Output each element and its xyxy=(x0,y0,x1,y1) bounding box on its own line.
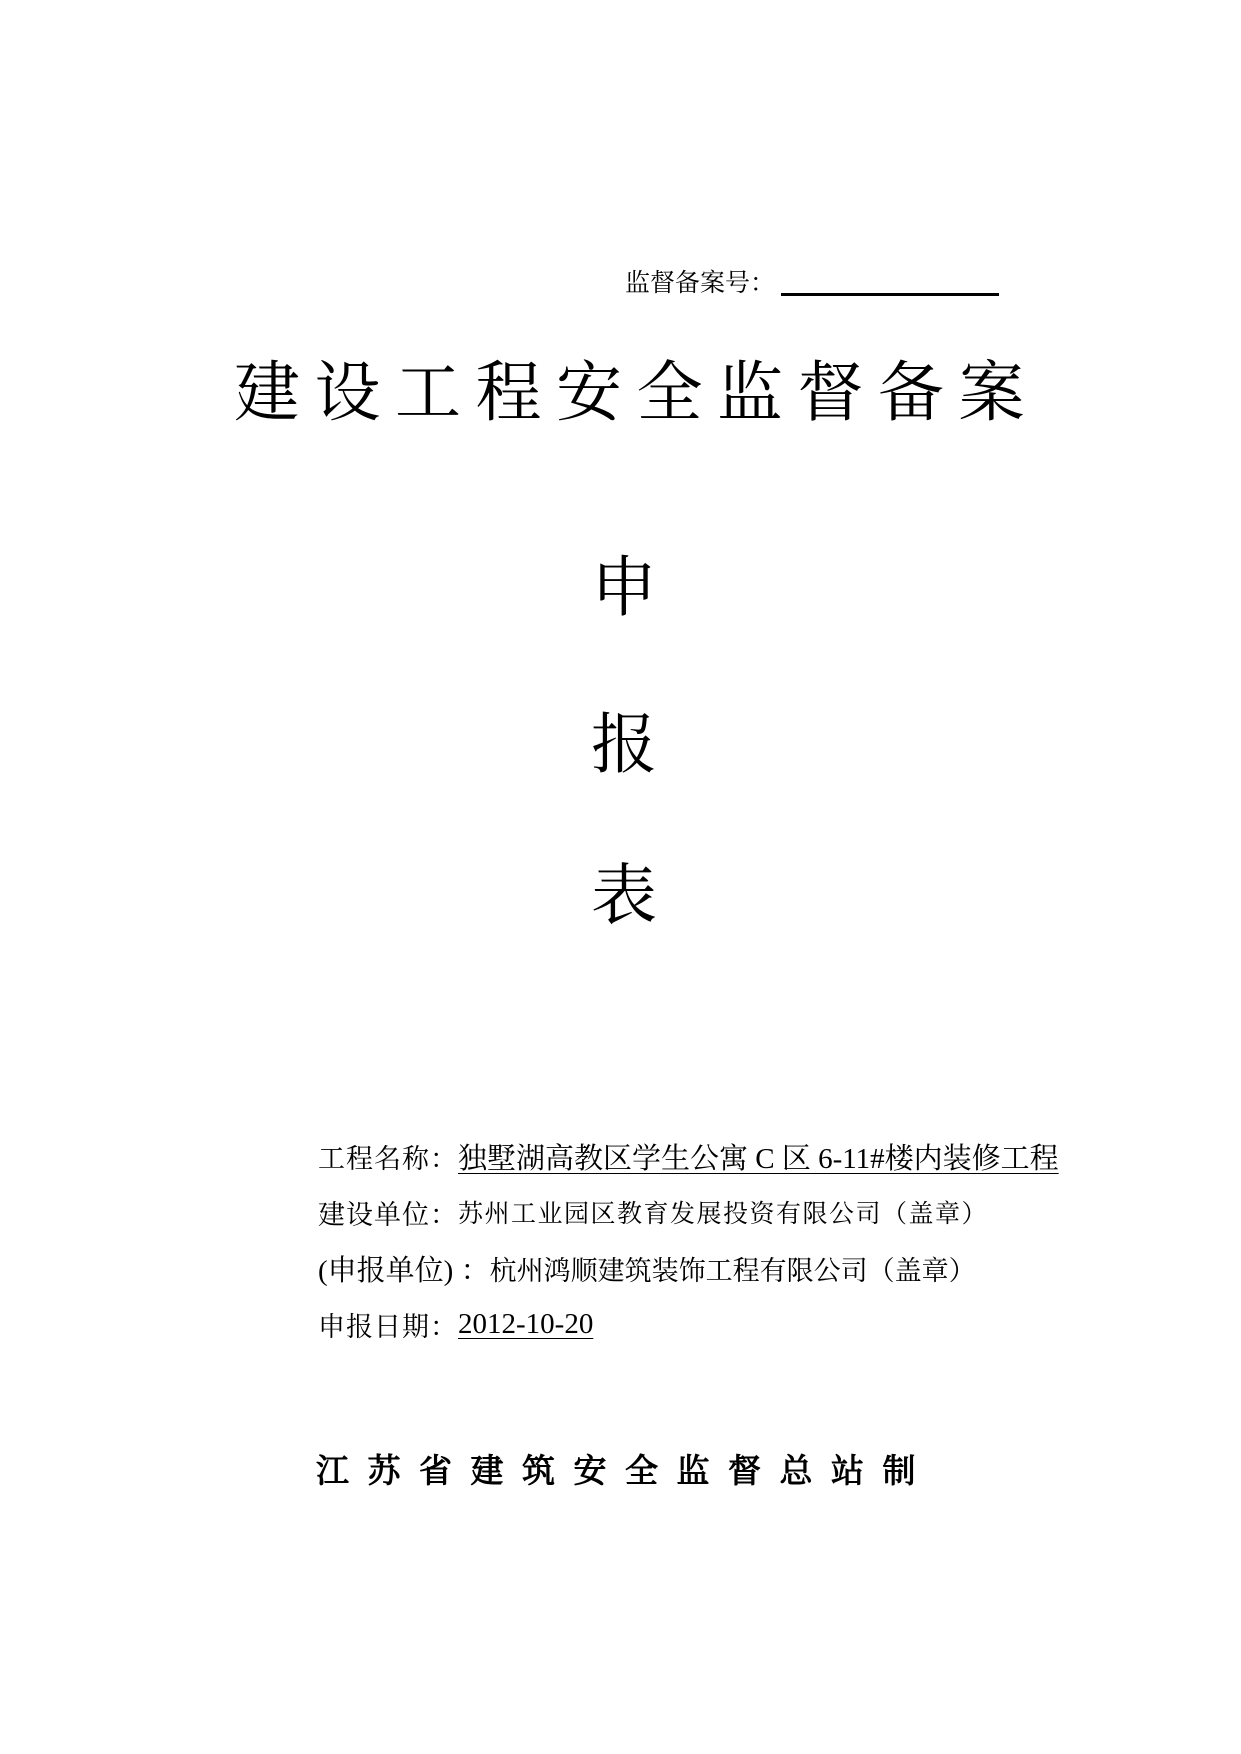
project-name-label: 工程名称： xyxy=(318,1143,458,1175)
project-name-value: 独墅湖高教区学生公寓 C 区 6-11#楼内装修工程 xyxy=(458,1142,1059,1175)
project-name-row xyxy=(318,1128,1218,1184)
date-value: 2012-10-20 xyxy=(458,1307,594,1340)
builder-row xyxy=(318,1184,1218,1240)
project-info-block xyxy=(318,1128,1218,1352)
record-number-blank xyxy=(781,293,999,296)
applicant-value: 杭州鸿顺建筑装饰工程有限公司（盖章） xyxy=(489,1255,976,1287)
record-number-line xyxy=(625,258,999,298)
title-char-shen: 申 xyxy=(591,549,657,626)
applicant-row xyxy=(318,1240,1218,1296)
issuer-footer: 江苏省建筑安全监督总站制 xyxy=(316,1450,934,1490)
date-label: 申报日期： xyxy=(318,1311,458,1343)
builder-value: 苏州工业园区教育发展投资有限公司（盖章） xyxy=(458,1199,989,1228)
title-char-bao: 报 xyxy=(591,706,657,783)
builder-label: 建设单位： xyxy=(318,1199,458,1231)
record-number-label: 监督备案号： xyxy=(625,268,776,297)
title-char-biao: 表 xyxy=(591,857,657,934)
document-title: 建设工程安全监督备案 xyxy=(234,354,1039,431)
applicant-label: (申报单位) ： xyxy=(318,1254,490,1287)
date-row xyxy=(318,1296,1218,1352)
